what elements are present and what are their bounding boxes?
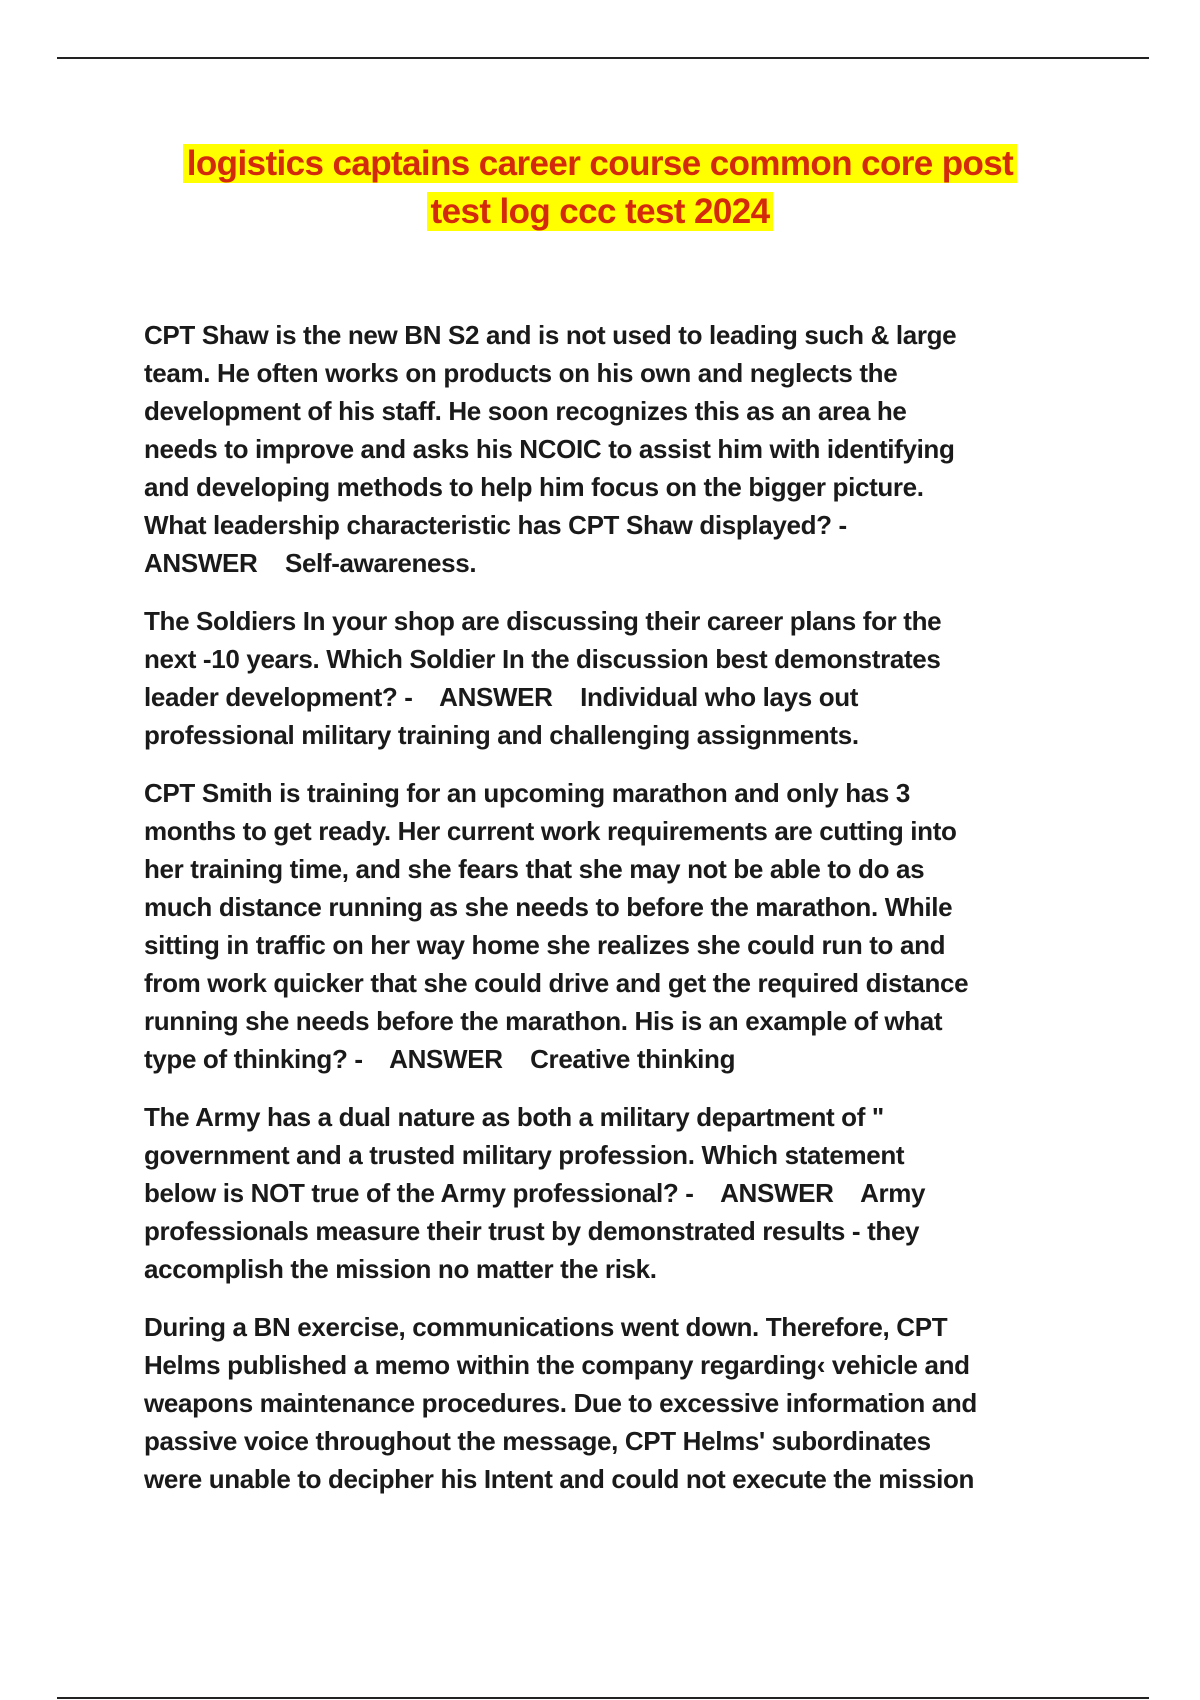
question-paragraph [144, 774, 1104, 1078]
paragraph-line: ANSWER Self-awareness. [144, 548, 477, 578]
paragraph-line: below is NOT true of the Army professional? - ANSWER Army [144, 1178, 926, 1208]
paragraph-line: The Soldiers In your shop are discussing their career plans for the [144, 606, 942, 636]
paragraph-line: CPT Shaw is the new BN S2 and is not used to leading such & large [144, 320, 957, 350]
paragraph-line: government and a trusted military profession. Which statement [144, 1140, 905, 1170]
question-paragraph [144, 602, 1104, 754]
paragraph-line: professionals measure their trust by demonstrated results - they [144, 1216, 920, 1246]
paragraph-line: type of thinking? - ANSWER Creative thinking [144, 1044, 736, 1074]
paragraph-line: weapons maintenance procedures. Due to excessive information and [144, 1388, 977, 1418]
title-line-2: test log ccc test 2024 [427, 192, 774, 231]
footer-rule [57, 1697, 1149, 1699]
paragraph-line: running she needs before the marathon. His is an example of what [144, 1006, 943, 1036]
paragraph-line: During a BN exercise, communications went down. Therefore, CPT [144, 1312, 948, 1342]
paragraph-line: accomplish the mission no matter the risk. [144, 1254, 657, 1284]
paragraph-line: team. He often works on products on his own and neglects the [144, 358, 898, 388]
paragraph-line: The Army has a dual nature as both a military department of " [144, 1102, 884, 1132]
paragraph-line: were unable to decipher his Intent and could not execute the mission [144, 1464, 975, 1494]
header-rule [57, 57, 1149, 59]
paragraph-line: next -10 years. Which Soldier In the discussion best demonstrates [144, 644, 941, 674]
paragraph-line: development of his staff. He soon recognizes this as an area he [144, 396, 907, 426]
paragraph-line: CPT Smith is training for an upcoming marathon and only has 3 [144, 778, 910, 808]
paragraph-line: months to get ready. Her current work requirements are cutting into [144, 816, 957, 846]
paragraph-line: passive voice throughout the message, CPT Helms' subordinates [144, 1426, 931, 1456]
document-body [144, 316, 1104, 1518]
paragraph-line: professional military training and challenging assignments. [144, 720, 859, 750]
question-paragraph [144, 316, 1104, 582]
paragraph-line: much distance running as she needs to before the marathon. While [144, 892, 953, 922]
paragraph-line: her training time, and she fears that she may not be able to do as [144, 854, 925, 884]
paragraph-line: needs to improve and asks his NCOIC to assist him with identifying [144, 434, 955, 464]
document-title [0, 140, 1200, 236]
paragraph-line: sitting in traffic on her way home she realizes she could run to and [144, 930, 946, 960]
paragraph-line: Helms published a memo within the company regarding‹ vehicle and [144, 1350, 970, 1380]
paragraph-line: and developing methods to help him focus on the bigger picture. [144, 472, 924, 502]
paragraph-line: leader development? - ANSWER Individual who lays out [144, 682, 859, 712]
paragraph-line: from work quicker that she could drive and get the required distance [144, 968, 969, 998]
paragraph-line: What leadership characteristic has CPT Shaw displayed? - [144, 510, 847, 540]
question-paragraph [144, 1308, 1104, 1498]
question-paragraph [144, 1098, 1104, 1288]
title-line-1: logistics captains career course common core post [183, 144, 1017, 183]
